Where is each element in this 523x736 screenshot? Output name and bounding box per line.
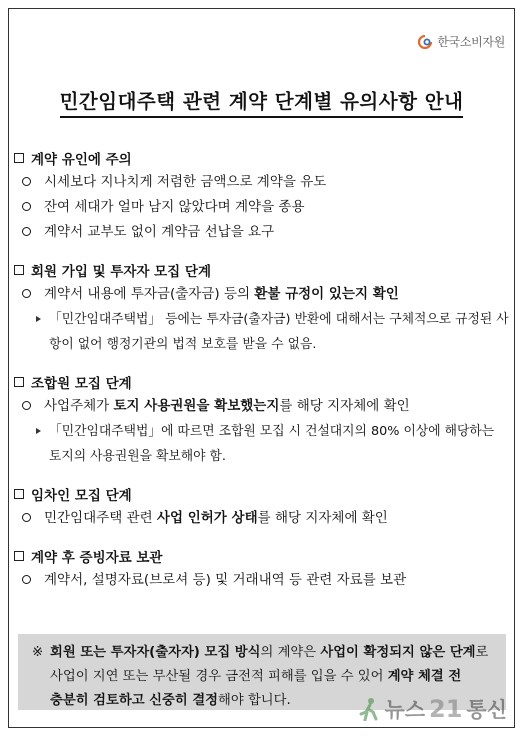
watermark-text-1: 뉴스 <box>384 698 426 722</box>
section-heading-text: 계약 유인에 주의 <box>31 152 132 168</box>
sub-note <box>36 307 509 357</box>
list-item <box>14 220 509 245</box>
section <box>14 482 509 531</box>
list-item <box>14 568 509 593</box>
section-heading <box>14 258 509 282</box>
list-item-text: 계약서, 설명자료(브로셔 등) 및 거래내역 등 관련 자료를 보관 <box>44 572 407 588</box>
section <box>14 258 509 357</box>
section-heading <box>14 370 509 394</box>
list-item-text: 계약서 교부도 없이 계약금 선납을 요구 <box>44 224 275 240</box>
checkbox-square-icon <box>14 489 24 499</box>
list-item-text: 사업주체가 토지 사용권원을 확보했는지를 해당 지자체에 확인 <box>44 398 410 414</box>
list-item-text: 시세보다 지나치게 저렴한 금액으로 계약을 유도 <box>44 174 327 190</box>
note-line-3: 충분히 검토하고 신중히 결정해야 합니다. <box>50 693 291 708</box>
section <box>14 146 509 245</box>
sections-container <box>14 146 509 606</box>
section-heading <box>14 544 509 568</box>
checkbox-square-icon <box>14 265 24 275</box>
list-item-text: 계약서 내용에 투자금(출자금) 등의 환불 규정이 있는지 확인 <box>44 286 399 302</box>
bullet-circle-icon <box>22 289 31 298</box>
page-title: 민간임대주택 관련 계약 단계별 유의사항 안내 <box>0 86 523 114</box>
section <box>14 544 509 593</box>
note-line-1: 회원 또는 투자자(출자자) 모집 방식의 계약은 사업이 확정되지 않은 단계로 <box>50 645 489 660</box>
watermark-text-3: 통신 <box>466 698 507 722</box>
sub-note <box>36 419 509 469</box>
kca-logo-icon <box>417 35 433 49</box>
list-item <box>14 170 509 195</box>
running-figure-icon <box>358 697 380 721</box>
checkbox-square-icon <box>14 551 24 561</box>
section-heading <box>14 482 509 506</box>
section-heading-text: 계약 후 증빙자료 보관 <box>31 550 163 566</box>
triangle-bullet-icon <box>36 428 41 434</box>
list-item <box>14 394 509 419</box>
sub-note-text: 「민간임대주택법」 등에는 투자금(출자금) 반환에 대해서는 구체적으로 규정된 사항이 없어 행정기관의 법적 보호를 받을 수 없음. <box>49 312 509 352</box>
org-name: 한국소비자원 <box>437 35 505 49</box>
checkbox-square-icon <box>14 153 24 163</box>
note-mark: ※ <box>32 645 44 660</box>
list-item-text: 민간임대주택 관련 사업 인허가 상태를 해당 지자체에 확인 <box>44 510 388 526</box>
bullet-circle-icon <box>22 401 31 410</box>
section-heading <box>14 146 509 170</box>
note-line-2: 사업이 지연 또는 무산될 경우 금전적 피해를 입을 수 있어 계약 체결 전 <box>50 669 462 684</box>
checkbox-square-icon <box>14 377 24 387</box>
triangle-bullet-icon <box>36 316 41 322</box>
section-heading-text: 임차인 모집 단계 <box>31 488 132 504</box>
bullet-circle-icon <box>22 513 31 522</box>
watermark-text-2: 21 <box>429 695 463 723</box>
org-logo <box>417 33 505 50</box>
news-watermark <box>358 694 507 724</box>
bullet-circle-icon <box>22 177 31 186</box>
section <box>14 370 509 469</box>
bullet-circle-icon <box>22 227 31 236</box>
list-item-text: 잔여 세대가 얼마 남지 않았다며 계약을 종용 <box>44 199 305 215</box>
section-heading-text: 조합원 모집 단계 <box>31 376 132 392</box>
sub-note-text: 「민간임대주택법」에 따르면 조합원 모집 시 건설대지의 80% 이상에 해당하는 토지의 사용권원을 확보해야 함. <box>49 424 495 464</box>
list-item <box>14 282 509 307</box>
bullet-circle-icon <box>22 202 31 211</box>
section-heading-text: 회원 가입 및 투자자 모집 단계 <box>31 264 211 280</box>
list-item <box>14 195 509 220</box>
bullet-circle-icon <box>22 575 31 584</box>
list-item <box>14 506 509 531</box>
